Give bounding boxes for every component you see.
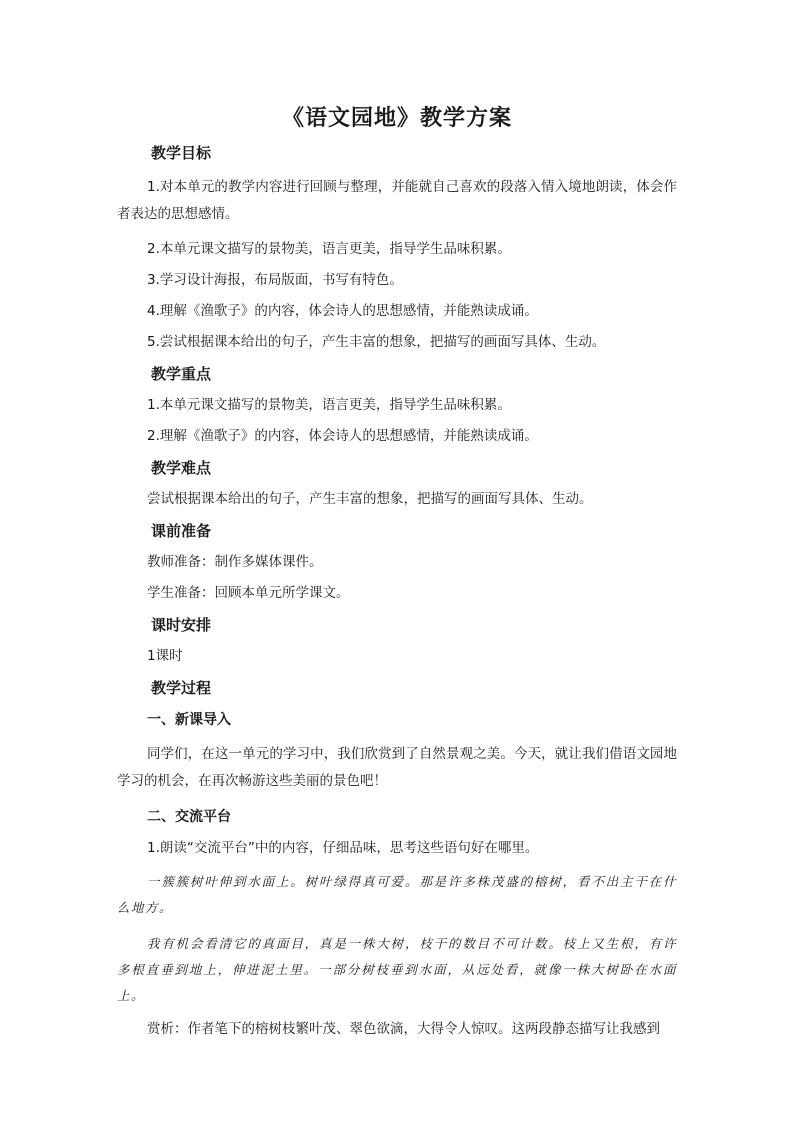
section-heading-schedule: 课时安排: [151, 616, 212, 634]
teacher-preparation: 教师准备：制作多媒体课件。: [147, 554, 323, 570]
process-part2-item1: 1.朗读“交流平台”中的内容，仔细品味，思考这些语句好在哪里。: [147, 840, 539, 856]
student-preparation: 学生准备：回顾本单元所学课文。: [147, 585, 350, 601]
section-heading-preparation: 课前准备: [151, 522, 212, 540]
document-title: 《语文园地》教学方案: [281, 105, 512, 131]
goal-item: 3.学习设计海报，布局版面，书写有特色。: [147, 272, 403, 288]
key-point-item: 1.本单元课文描写的景物美，语言更美，指导学生品味积累。: [147, 397, 511, 413]
document-body: [117, 142, 677, 1050]
quote-paragraph: 我有机会看清它的真面目，真是一株大树，枝干的数目不可计数。枝上又生根，有许多根直垂到地上，伸进泥土里。一部分树枝垂到水面，从远处看，就像一株大树卧在水面上。: [117, 936, 677, 1003]
section-heading-difficulties: 教学难点: [151, 459, 212, 477]
analysis-paragraph: 赏析：作者笔下的榕树枝繁叶茂、翠色欲滴，大得令人惊叹。这两段静态描写让我感到: [147, 1021, 660, 1037]
difficulty-text: 尝试根据课本给出的句子，产生丰富的想象，把描写的画面写具体、生动。: [147, 491, 593, 507]
section-heading-process: 教学过程: [151, 679, 212, 697]
quote-paragraph: 一簇簇树叶伸到水面上。树叶绿得真可爱。那是许多株茂盛的榕树，看不出主干在什么地方。: [117, 874, 677, 915]
goal-item: 1.对本单元的教学内容进行回顾与整理，并能就自己喜欢的段落入情入境地朗读，体会作者表达的思想感情。: [117, 179, 677, 222]
goal-item: 2.本单元课文描写的景物美，语言更美，指导学生品味积累。: [147, 241, 511, 257]
process-part2-heading: 二、交流平台: [147, 809, 231, 825]
schedule-text: 1课时: [147, 648, 183, 664]
key-point-item: 2.理解《渔歌子》的内容，体会诗人的思想感情，并能熟读成诵。: [147, 428, 538, 444]
process-part1-heading: 一、新课导入: [147, 712, 231, 728]
section-heading-goals: 教学目标: [151, 144, 212, 162]
goal-item: 5.尝试根据课本给出的句子，产生丰富的想象，把描写的画面写具体、生动。: [147, 334, 606, 350]
section-heading-key-points: 教学重点: [151, 365, 212, 383]
goal-item: 4.理解《渔歌子》的内容，体会诗人的思想感情，并能熟读成诵。: [147, 303, 538, 319]
process-part1-text: 同学们，在这一单元的学习中，我们欣赏到了自然景观之美。今天，就让我们借语文园地学习的机会，在再次畅游这些美丽的景色吧！: [117, 746, 677, 789]
